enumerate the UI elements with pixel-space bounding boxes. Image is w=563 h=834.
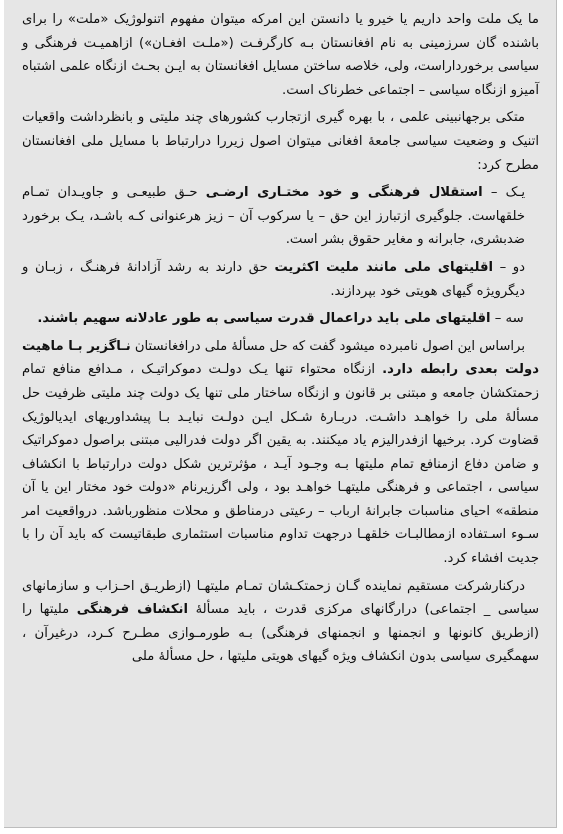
principle-heading: اقلیتهای ملی مانند ملیت اکثریت (274, 259, 493, 275)
principle-text: حـق طبیعـی و جاویـدان تمـام خلقهاست. جلوگیری ازتبارز این حق – یا سرکوب آن – زیز هرعنوانی کـه باشـد، یـک برخورد ضدبشری، جابرانه و مغایر حقوق بشر است. (22, 185, 525, 248)
principle-number: یـک – (482, 185, 525, 201)
emphasis-text: انکشاف فرهنگی (76, 602, 188, 618)
paragraph-text: ازنگاه محتواء تنها یـک دولـت دموکراتیـک ، مـدافع منافع تمام زحمتکشان جامعه و مبتنی بر قانون و ازنگاه ساختار ملی تنها یک دولت چند ملیتی ظرفیت حل مسألهٔ ملی را خواهـد داشـت. دربـارهٔ شـکل ایـن دولـت نبایـد بـا پیشداوریهای ایدیالوژیک قضاوت کرد. برخیها ازفدرالیزم یاد میکنند. به یقین اگر دولت فدرالیی مبتنی براصول دموکراتیک و ضامن دفاع ازمنافع تمام ملیتها بـه وجـود آیـد ، مؤثرترین شکل دولت درارتباط با انکشاف سیاسی ، اجتماعی و فرهنگی ملیتهـا خواهـد بود ، ولی اگرزیرنام «دولت خود مختار این یا آن منطقه» احیای مناسبات جابرانهٔ ارباب – رعیتی درمناطق و محلات منظورباشد. درواقعیت امر سـوء اسـتفاده ازمطالبـات خلقهـا درجهت تداوم مناسبات استثماری طبقاتیست که باید آن را با جدیت افشاء کرد. (22, 362, 539, 567)
paragraph-national-identity (22, 8, 539, 102)
paragraph-text: ملیتها را (ازطریق کانونها و انجمنها و انجمنهای فرهنگی) بـه طورمـوازی مطـرح کـرد، درغیرآن ، سهمگیری سیاسی بدون انکشاف ویژه گیهای هویتی ملیتها ، حل مسألهٔ ملی (22, 602, 539, 665)
principle-heading: استقلال فرهنگی و خود مختـاری ارضـی (205, 185, 483, 201)
paragraph-text: ما یک ملت واحد داریم یا خیرو یا دانستن این امرکه میتوان مفهوم اتنولوژیک «ملت» را برای باشنده گان سرزمینی به نام افغانستان بـه کارگرفـت («ملـت افغـان») ازاهمیـت فرهنگی و سیاسی برخورداراست، ولی، خلاصه ساختن مسایل افغانستان به ایـن بحـث ازنگاه علمی اشتباه آمیزو ازنگاه سیاسی – اجتماعی خطرناک است. (22, 12, 539, 98)
principle-three (22, 307, 539, 331)
document-text (22, 8, 539, 673)
principle-number: سه – (490, 311, 524, 327)
paragraph-cultural-development (22, 575, 539, 669)
emphasis-text: نـاگزیر بـا ماهیت دولت بعدی رابطه دارد. (22, 338, 539, 378)
principle-two (22, 256, 539, 303)
principle-heading: اقلیتهای ملی باید دراعمال قدرت سیاسی به طور عادلانه سهیم باشند. (37, 311, 491, 327)
paragraph-state-nature (22, 335, 539, 571)
paragraph-principles-intro (22, 106, 539, 177)
principle-one (22, 181, 539, 252)
principle-number: دو – (493, 259, 526, 275)
paragraph-text: درکنارشرکت مستقیم نماینده گـان زحمتکـشان تمـام ملیتهـا (ازطریـق احـزاب و سازمانهای سیاسی _ اجتماعی) درارگانهای مرکزی قدرت ، باید مسألهٔ (22, 578, 539, 618)
paragraph-text: متکی برجهانبینی علمی ، با بهره گیری ازتجارب کشورهای چند ملیتی و بانظرداشت واقعیات اتنیک و وضعیت سیاسی جامعهٔ افغانی میتوان اصول زیررا درارتباط با مسایل ملی افغانستان مطرح کرد: (22, 110, 539, 173)
document-page (4, 0, 557, 828)
paragraph-text: براساس این اصول نامبرده میشود گفت که حل مسألهٔ ملی درافغانستان (130, 338, 525, 354)
principle-text: حق دارند به رشد آزادانهٔ فرهنـگ ، زبـان و دیگرویژه گیهای هویتی خود بپردازند. (22, 259, 525, 299)
